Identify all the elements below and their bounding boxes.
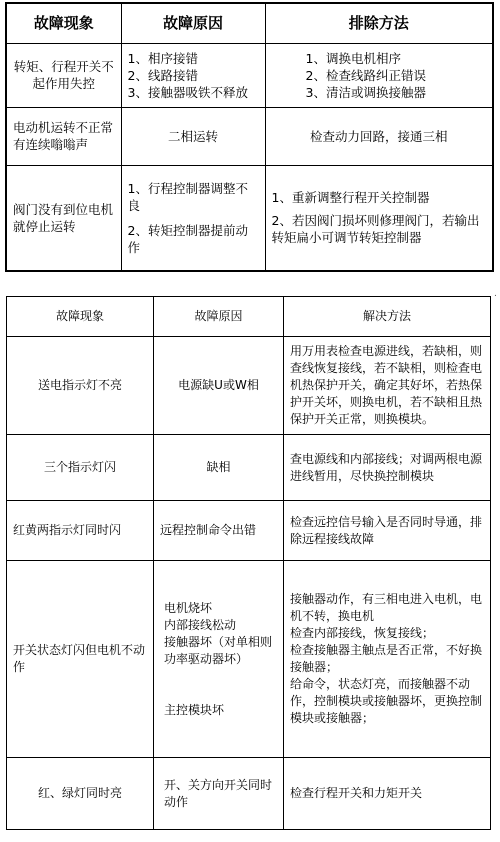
fix-line: 检查接触器主触点是否正常，不好换接触器； <box>290 643 483 674</box>
fault-table-2 <box>6 296 491 830</box>
fix-item: 1、调换电机相序 <box>305 50 401 66</box>
symptom-cell: 红、绿灯同时亮 <box>7 758 154 830</box>
header-cause: 故障原因 <box>121 3 265 43</box>
cause-cell <box>121 165 265 271</box>
cause-item: 2、转矩控制器提前动作 <box>127 222 248 255</box>
cause-cell: 缺相 <box>154 435 284 501</box>
table-row <box>6 107 493 165</box>
stray-mark: . <box>494 289 497 299</box>
cause-cell: 远程控制命令出错 <box>154 501 284 561</box>
header-symptom: 故障现象 <box>7 297 154 337</box>
fix-item: 2、检查线路纠正错误 <box>305 67 426 83</box>
fix-cell: 用万用表检查电源进线，若缺相，则查线恢复接线，若不缺相，则检查电机热保护开关，确定其好坏，若热保护开关坏，则换电机，若不缺相且热保护开关正常，则换模块。 <box>284 337 491 435</box>
table-row <box>6 165 493 271</box>
table-row <box>7 337 491 435</box>
fix-item: 2、若因阀门损坏则修理阀门，若输出转矩扁小可调节转矩控制器 <box>271 213 480 246</box>
table-row <box>7 501 491 561</box>
fault-table-1 <box>5 2 494 272</box>
cause-cell: 开、关方向开关同时动作 <box>154 758 284 830</box>
header-fix: 解决方法 <box>284 297 491 337</box>
symptom-cell: 三个指示灯闪 <box>7 435 154 501</box>
table-row <box>7 561 491 758</box>
symptom-cell: 电动机运转不正常有连续嗡嗡声 <box>6 107 121 165</box>
table-row <box>6 43 493 107</box>
cause-line: 电机烧坏 <box>164 600 213 615</box>
header-fix: 排除方法 <box>265 3 493 43</box>
fix-cell <box>284 561 491 758</box>
fix-cell: 检查动力回路，接通三相 <box>265 107 493 165</box>
cause-item: 2、线路接错 <box>127 67 198 83</box>
fix-line: 检查内部接线，恢复接线； <box>290 626 435 640</box>
fix-line: 给命令，状态灯亮，而接触器不动作，控制模块或接触器坏，更换控制模块或接触器； <box>290 677 483 725</box>
cause-item: 1、行程控制器调整不良 <box>127 180 248 213</box>
cause-cell <box>154 561 284 758</box>
cause-cell: 二相运转 <box>121 107 265 165</box>
symptom-cell: 开关状态灯闪但电机不动作 <box>7 561 154 758</box>
symptom-cell: 送电指示灯不亮 <box>7 337 154 435</box>
table-header-row <box>7 297 491 337</box>
fix-cell <box>265 43 493 107</box>
fix-line: 接触器动作，有三相电进入电机，电机不转，换电机 <box>290 592 483 623</box>
fix-cell <box>265 165 493 271</box>
table-header-row <box>6 3 493 43</box>
table-row <box>7 758 491 830</box>
symptom-cell: 转矩、行程开关不起作用失控 <box>6 43 121 107</box>
spacer <box>164 668 277 702</box>
cause-line: 内部接线松动 <box>164 617 237 632</box>
cause-item: 3、接触器吸铁不释放 <box>127 84 248 100</box>
header-symptom: 故障现象 <box>6 3 121 43</box>
table-row <box>7 435 491 501</box>
symptom-cell: 红黄两指示灯同时闪 <box>7 501 154 561</box>
cause-cell <box>121 43 265 107</box>
fix-cell: 检查远控信号输入是否同时导通，排除远程接线故障 <box>284 501 491 561</box>
cause-line: 主控模块坏 <box>164 702 225 717</box>
fix-item: 1、重新调整行程开关控制器 <box>271 190 430 206</box>
cause-line: 接触器坏（对单相则功率驱动器坏） <box>164 634 273 666</box>
fix-item: 3、清洁或调换接触器 <box>305 84 426 100</box>
cause-item: 1、相序接错 <box>127 50 198 66</box>
header-cause: 故障原因 <box>154 297 284 337</box>
cause-cell: 电源缺U或W相 <box>154 337 284 435</box>
fix-cell: 查电源线和内部接线；对调两根电源进线暂用，尽快换控制模块 <box>284 435 491 501</box>
fix-cell: 检查行程开关和力矩开关 <box>284 758 491 830</box>
symptom-cell: 阀门没有到位电机就停止运转 <box>6 165 121 271</box>
